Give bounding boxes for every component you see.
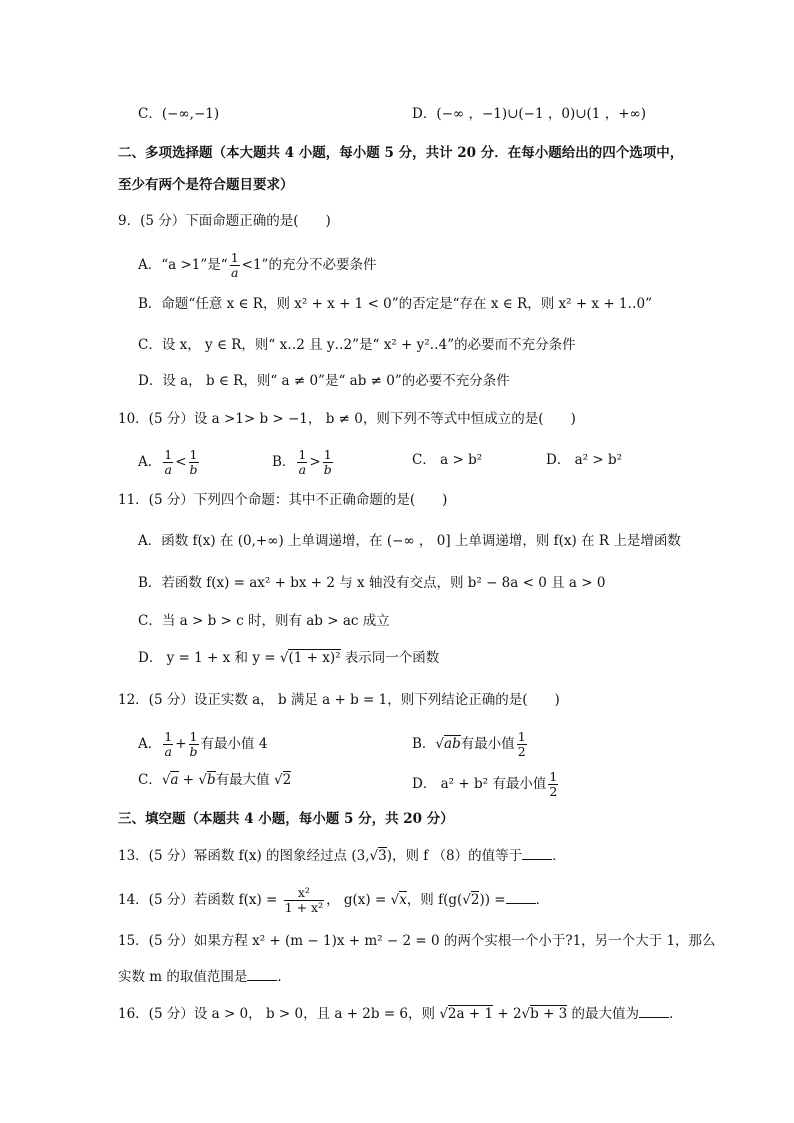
question-text: ． — [552, 848, 566, 864]
q9-option-a-post: <1”的充分不必要条件 — [241, 257, 377, 273]
radicand: b + 3 — [530, 1006, 568, 1022]
option-text: D． y = 1 + x 和 y = — [138, 650, 280, 666]
fraction-numerator: 1 — [189, 447, 198, 462]
q9-option-a-fraction — [230, 251, 240, 280]
radicand: ab — [444, 736, 461, 752]
q8-option-d: D．(−∞ ，−1)∪(−1 ，0)∪(1 ，+∞) — [412, 106, 647, 122]
radicand: 2 — [470, 892, 480, 908]
sqrt-sign: √ — [279, 650, 289, 666]
fraction — [297, 448, 307, 477]
radicand: 2 — [282, 772, 292, 788]
sqrt-sign: √ — [273, 772, 283, 788]
radicand: 2a + 1 — [447, 1006, 494, 1022]
option-label: B． — [272, 454, 296, 470]
fraction-denominator: b — [189, 462, 198, 477]
answer-blank[interactable] — [506, 891, 536, 904]
q9-option-a — [138, 251, 376, 280]
fraction-denominator: b — [189, 744, 198, 759]
fraction-numerator: 1 — [298, 447, 307, 462]
option-text: 有最小值 4 — [200, 736, 268, 752]
q10-option-d: D． a² > b² — [546, 452, 623, 468]
q12-option-d — [412, 770, 560, 799]
radicand: x — [399, 892, 407, 908]
question-text: 的最大值为 — [567, 1006, 640, 1022]
option-label: A． — [138, 736, 162, 752]
question-text: 13．(5 分）幂函数 f(x) 的图象经过点 (3, — [118, 848, 370, 864]
sqrt-sign: √ — [161, 772, 171, 788]
q9-option-d: D．设 a， b ∈ R，则“ a ≠ 0”是“ ab ≠ 0”的必要不充分条件 — [138, 373, 510, 389]
q13 — [118, 846, 566, 866]
question-text: ． — [277, 969, 291, 985]
question-text: + 2 — [493, 1006, 522, 1022]
fraction — [517, 730, 527, 759]
q9-option-b: B．命题“任意 x ∈ R，则 x² + x + 1 < 0”的否定是“存在 x ∈ R，则 x² + x + 1‥0” — [138, 296, 653, 312]
q11-option-b: B．若函数 f(x) = ax² + bx + 2 与 x 轴没有交点，则 b² − 8a < 0 且 a > 0 — [138, 575, 606, 591]
q12-option-b — [412, 730, 529, 759]
q8-option-c: C．(−∞,−1) — [138, 106, 220, 122]
option-text: 有最大值 — [215, 772, 274, 788]
fraction-denominator: 2 — [517, 744, 526, 759]
answer-blank[interactable] — [247, 968, 277, 981]
q14 — [118, 886, 549, 915]
question-text: ． — [669, 1006, 683, 1022]
q15-line1: 15．(5 分）如果方程 x² + (m − 1)x + m² − 2 = 0 的两个实根一个小于?1，另一个大于 1，那么 — [118, 933, 716, 949]
radicand: b — [207, 772, 216, 788]
fraction — [163, 730, 173, 759]
option-label: C． — [138, 772, 162, 788]
sqrt-sign: √ — [439, 1006, 448, 1022]
sqrt-sign: √ — [390, 892, 400, 908]
q9-stem: 9．(5 分）下面命题正确的是( ) — [118, 213, 331, 229]
q10-option-a — [138, 448, 201, 477]
sqrt-sign: √ — [521, 1006, 531, 1022]
q9-option-c: C．设 x， y ∈ R，则“ x‥2 且 y‥2”是“ x² + y²‥4”的必要而不充分条件 — [138, 337, 576, 353]
q16 — [118, 1004, 683, 1024]
question-text: )) = — [479, 892, 506, 908]
sqrt-sign: √ — [369, 848, 379, 864]
radicand: (1 + x)² — [288, 650, 341, 666]
fraction — [284, 886, 324, 915]
question-text: ，则 f(g( — [406, 892, 463, 908]
fraction-numerator: 1 — [517, 729, 526, 744]
question-text: 14．(5 分）若函数 f(x) = — [118, 892, 282, 908]
operator: + — [178, 772, 199, 788]
q12-option-a — [138, 730, 267, 759]
question-text: 实数 m 的取值范围是 — [118, 969, 248, 985]
fraction-numerator: 1 — [164, 729, 173, 744]
option-label: B． — [412, 736, 436, 752]
option-text: 表示同一个函数 — [340, 650, 440, 666]
fraction-denominator: b — [323, 462, 332, 477]
question-text: ． — [535, 892, 550, 908]
section-3-heading: 三、填空题（本题共 4 小题，每小题 5 分，共 20 分） — [118, 811, 454, 827]
option-text: 有最小值 — [460, 736, 515, 752]
fraction — [548, 770, 558, 799]
option-label: A． — [138, 454, 162, 470]
fraction-denominator: 1 + x² — [284, 900, 324, 915]
fraction-denominator: 2 — [549, 784, 558, 799]
q10-option-c: C． a > b² — [412, 452, 483, 468]
fraction-numerator: 1 — [164, 447, 173, 462]
question-text: 16．(5 分）设 a > 0， b > 0，且 a + 2b = 6，则 — [118, 1006, 440, 1022]
section-2-heading-cont: 至少有两个是符合题目要求） — [118, 177, 294, 193]
fraction-numerator: 1 — [549, 769, 558, 784]
question-text: ， g(x) = — [326, 892, 391, 908]
q11-option-d — [138, 648, 439, 668]
radicand: 3 — [378, 848, 387, 864]
operator: + — [175, 736, 187, 752]
q11-option-c: C．当 a > b > c 时，则有 ab > ac 成立 — [138, 613, 390, 629]
fraction-denominator: a — [298, 462, 307, 477]
fraction-numerator: x² — [284, 886, 324, 901]
operator: < — [175, 454, 187, 470]
fraction-denominator: a — [230, 265, 239, 280]
fraction-numerator: 1 — [230, 250, 239, 265]
fraction — [323, 448, 333, 477]
answer-blank[interactable] — [639, 1005, 669, 1018]
q15-line2 — [118, 967, 291, 987]
q10-option-b — [272, 448, 335, 477]
fraction-denominator: a — [164, 462, 172, 477]
fraction-denominator: a — [164, 744, 172, 759]
fraction — [189, 448, 199, 477]
sqrt-sign: √ — [435, 736, 445, 752]
fraction-numerator: 1 — [189, 729, 198, 744]
q9-option-a-pre: A．“a >1”是“ — [138, 257, 228, 273]
q11-option-a: A．函数 f(x) 在 (0,+∞) 上单调递增，在 (−∞ ， 0] 上单调递增，则 f(x) 在 R 上是增函数 — [138, 533, 681, 549]
operator: > — [309, 454, 321, 470]
option-text: D． a² + b² 有最小值 — [412, 776, 547, 792]
section-2-heading: 二、多项选择题（本大题共 4 小题，每小题 5 分，共计 20 分．在每小题给出的四个选项中， — [118, 145, 684, 161]
fraction — [163, 448, 173, 477]
sqrt-sign: √ — [462, 892, 471, 908]
question-text: )，则 f （8）的值等于 — [386, 848, 523, 864]
answer-blank[interactable] — [522, 847, 552, 860]
q12-option-c — [138, 770, 291, 790]
radicand: a — [170, 772, 179, 788]
q11-stem: 11．(5 分）下列四个命题：其中不正确命题的是( ) — [118, 492, 448, 508]
q10-stem: 10．(5 分）设 a >1> b > −1， b ≠ 0，则下列不等式中恒成立的是( ) — [118, 411, 576, 427]
q12-stem: 12．(5 分）设正实数 a， b 满足 a + b = 1，则下列结论正确的是( ) — [118, 692, 560, 708]
fraction-numerator: 1 — [323, 447, 332, 462]
fraction — [189, 730, 199, 759]
sqrt-sign: √ — [198, 772, 208, 788]
